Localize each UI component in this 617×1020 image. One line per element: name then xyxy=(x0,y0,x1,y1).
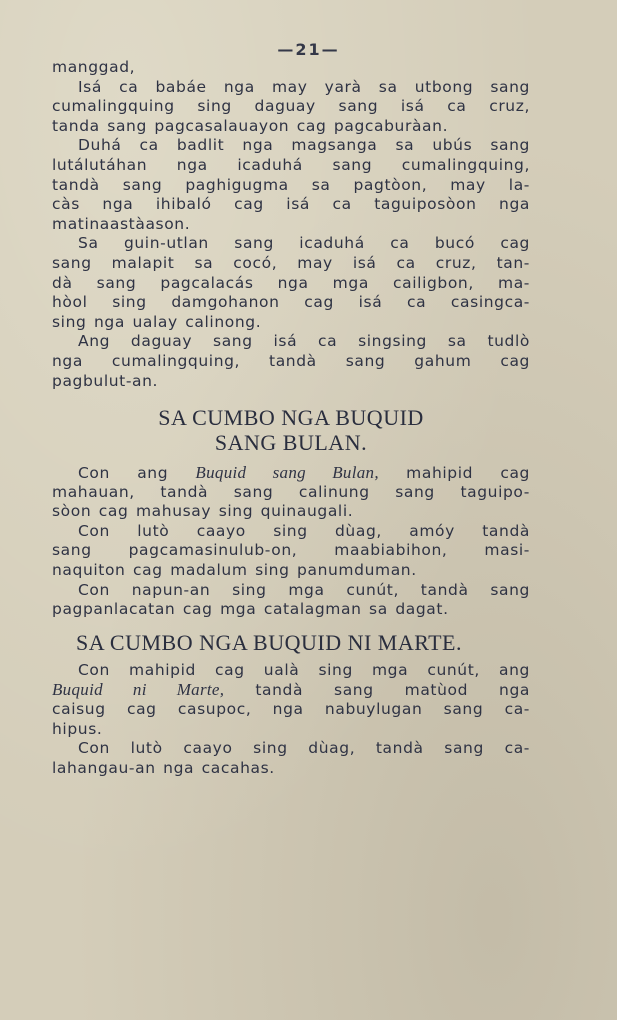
paragraph-group-3 xyxy=(52,700,530,778)
text-line: nga cumalingquing, tandà sang gahum cag xyxy=(52,351,530,370)
text-line: mahauan, tandà sang calinung sang taguipo- xyxy=(52,482,530,501)
text-line: pagpanlacatan cag mga catalagman sa dagat. xyxy=(52,600,449,619)
page-body xyxy=(52,58,530,778)
section-heading-bulan-line1: SA CUMBO NGA BUQUID xyxy=(158,405,424,431)
text-line: Isá ca babáe nga may yarà sa utbong sang xyxy=(78,77,530,96)
text-line: Con lutò caayo sing dùag, tandà sang ca- xyxy=(78,739,530,758)
text-line: hipus. xyxy=(52,719,103,738)
text-line: tanda sang pagcasalauayon cag pagcaburàan. xyxy=(52,116,449,135)
text-line: caisug cag casupoc, nga nabuylugan sang ca- xyxy=(52,700,530,719)
italic-term: Buquid sang Bulan, xyxy=(195,463,379,483)
text-line: pagbulut-an. xyxy=(52,371,159,390)
text-line: Ang daguay sang isá ca singsing sa tudlò xyxy=(78,332,530,351)
text-line: naquiton cag madalum sing panumduman. xyxy=(52,561,417,580)
text-line: cumalingquing sing daguay sang isá ca cruz, xyxy=(52,97,530,116)
page-number: —21— xyxy=(277,40,340,59)
text-line: Duhá ca badlit nga magsanga sa ubús sang xyxy=(78,136,530,155)
text-line: tandà sang paghigugma sa pagtòon, may la- xyxy=(52,175,530,194)
text-line: Con mahipid cag ualà sing mga cunút, ang xyxy=(78,660,530,679)
text-line: sang malapit sa cocó, may isá ca cruz, tan- xyxy=(52,253,530,272)
text-line: dà sang pagcalacás nga mga cailigbon, ma- xyxy=(52,273,530,292)
paragraph-group-2 xyxy=(52,483,530,620)
section-heading-bulan-line2: SANG BULAN. xyxy=(214,430,368,456)
text-line: Con napun-an sing mga cunút, tandà sang xyxy=(78,580,530,599)
text-line: Sa guin-utlan sang icaduhá ca bucó cag xyxy=(78,234,530,253)
italic-term: Buquid ni Marte, xyxy=(52,680,225,700)
text-line: sang pagcamasinulub-on, maabiabihon, masi- xyxy=(52,541,530,560)
text-line: Buquid ni Marte, tandà sang matùod nga xyxy=(52,680,530,700)
text-line: hòol sing damgohanon cag isá ca casingca- xyxy=(52,293,530,312)
text-line: Con lutò caayo sing dùag, amóy tandà xyxy=(78,521,530,540)
text-line: matinaastàason. xyxy=(52,214,191,233)
paragraph-group-1 xyxy=(52,58,530,391)
text-line: lutálutáhan nga icaduhá sang cumalingquing, xyxy=(52,155,530,174)
text-line: manggad, xyxy=(52,58,136,76)
text-line: lahangau-an nga cacahas. xyxy=(52,758,275,777)
text-line: sòon cag mahusay sing quinaugali. xyxy=(52,502,354,521)
text-line: càs nga ihibaló cag isá ca taguiposòon nga xyxy=(52,195,530,214)
text-line: sing nga ualay calinong. xyxy=(52,312,262,331)
section-heading-marte: SA CUMBO NGA BUQUID NI MARTE. xyxy=(76,629,462,655)
text-line: Con ang Buquid sang Bulan, mahipid cag xyxy=(78,463,530,483)
